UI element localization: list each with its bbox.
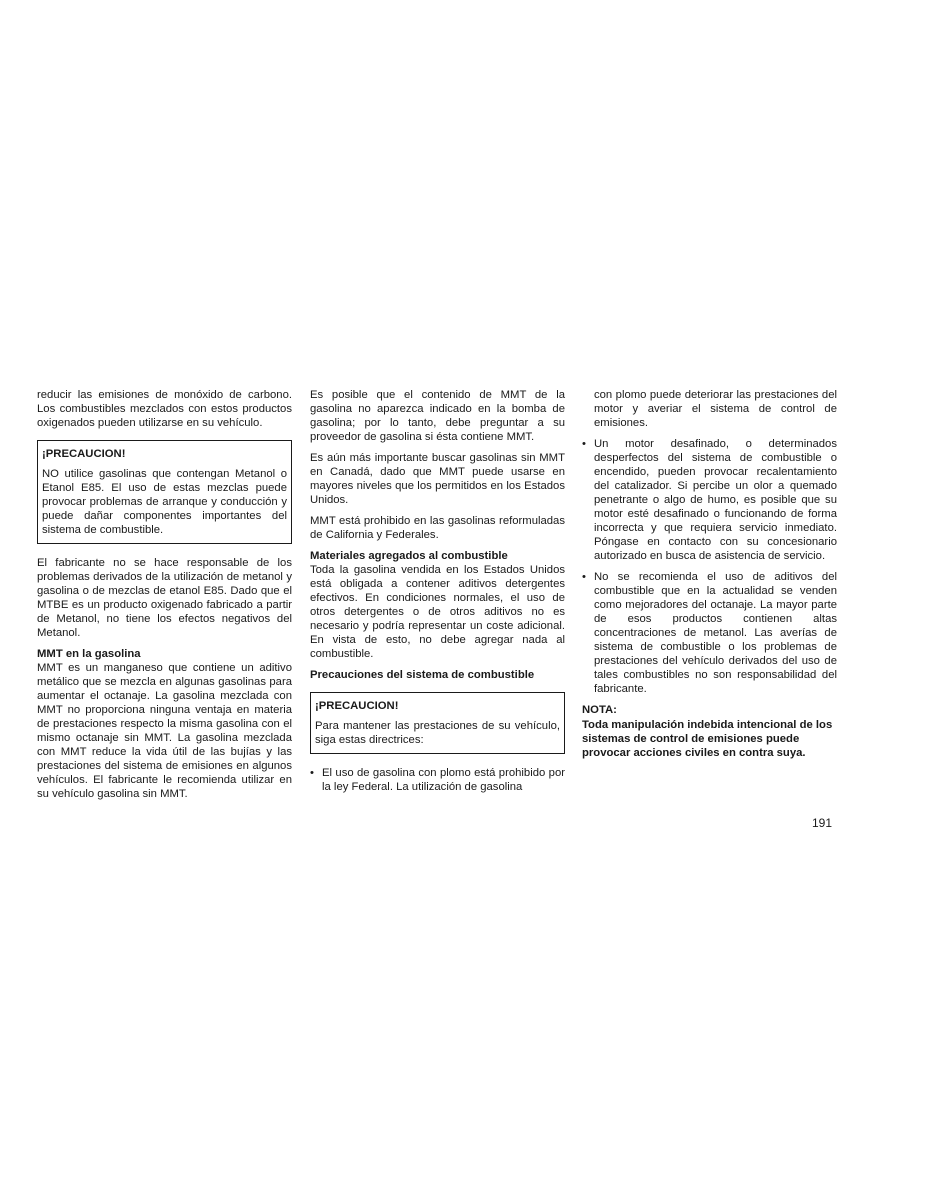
- list-item: • Un motor desafinado, o determinados desperfectos del sistema de combustible o encendido, pueden provocar recalentamiento del catalizador. Si percibe un olor a quemado penetrante o algo de humo, es posible que su motor esté desafinado o funcionando de forma incorrecta y que requiera servicio inmediato. Póngase en contacto con su concesionario autorizado en busca de asistencia de servicio.: [582, 437, 837, 563]
- page-number: 191: [812, 816, 833, 830]
- bullet-continuation: con plomo puede deteriorar las prestaciones del motor y averiar el sistema de control de emisiones.: [594, 389, 837, 429]
- paragraph: reducir las emisiones de monóxido de carbono. Los combustibles mezclados con estos productos oxigenados pueden utilizarse en su vehículo.: [37, 389, 292, 429]
- paragraph: Toda la gasolina vendida en los Estados Unidos está obligada a contener aditivos detergentes efectivos. En condiciones normales, el uso de otros detergentes o de otros aditivos no es necesario y podría representar un coste adicional. En vista de esto, no debe agregar nada al combustible.: [310, 564, 565, 660]
- bullet-list: [582, 437, 837, 696]
- caution-title: ¡PRECAUCION!: [42, 448, 126, 460]
- caution-text: Para mantener las prestaciones de su vehículo, siga estas directrices:: [315, 720, 560, 746]
- section-heading: Materiales agregados al combustible: [310, 550, 508, 562]
- list-item: • No se recomienda el uso de aditivos del combustible que en la actualidad se venden como mejoradores del octanaje. La mayor parte de esos productos contienen altas concentraciones de metanol. Las averías de sistema de combustible o los problemas de prestaciones del vehículo derivados del uso de tales combustibles no son responsabilidad del fabricante.: [582, 570, 837, 696]
- note-text: Toda manipulación indebida intencional de los sistemas de control de emisiones puede provocar acciones civiles en contra suya.: [582, 719, 833, 759]
- paragraph: El fabricante no se hace responsable de los problemas derivados de la utilización de metanol y gasolina o de mezclas de etanol E85. Dado que el MTBE es un producto oxigenado fabricado a partir de Metanol, no tiene los efectos negativos del Metanol.: [37, 557, 292, 639]
- section-heading: MMT en la gasolina: [37, 648, 141, 660]
- caution-text: NO utilice gasolinas que contengan Metanol o Etanol E85. El uso de estas mezclas puede provocar problemas de arranque y conducción y puede dañar componentes importantes del sistema de combustible.: [42, 468, 287, 536]
- paragraph: MMT está prohibido en las gasolinas reformuladas de California y Federales.: [310, 515, 565, 541]
- paragraph: MMT es un manganeso que contiene un aditivo metálico que se mezcla en algunas gasolinas para aumentar el octanaje. La gasolina mezclada con MMT no proporciona ninguna ventaja en materia de prestaciones respecto la misma gasolina con el mismo octanaje sin MMT. La gasolina mezclada con MMT reduce la vida útil de las bujías y las prestaciones del sistema de emisiones en algunos vehículos. El fabricante le recomienda utilizar en su vehículo gasolina sin MMT.: [37, 662, 292, 800]
- note-title: NOTA:: [582, 704, 617, 716]
- paragraph: Es aún más importante buscar gasolinas sin MMT en Canadá, dado que MMT puede usarse en mayores niveles que los permitidos en los Estados Unidos.: [310, 452, 565, 506]
- paragraph: Es posible que el contenido de MMT de la gasolina no aparezca indicado en la bomba de gasolina; por lo tanto, debe preguntar a su proveedor de gasolina si ésta contiene MMT.: [310, 389, 565, 443]
- column-middle: [310, 388, 565, 801]
- caution-title: ¡PRECAUCION!: [315, 700, 399, 712]
- list-item: • El uso de gasolina con plomo está prohibido por la ley Federal. La utilización de gasolina: [310, 766, 565, 794]
- column-right: [582, 388, 837, 767]
- column-left: [37, 388, 292, 808]
- caution-box: [310, 692, 565, 754]
- bullet-list: [310, 766, 565, 794]
- section-heading: Precauciones del sistema de combustible: [310, 669, 535, 681]
- caution-box: [37, 440, 292, 544]
